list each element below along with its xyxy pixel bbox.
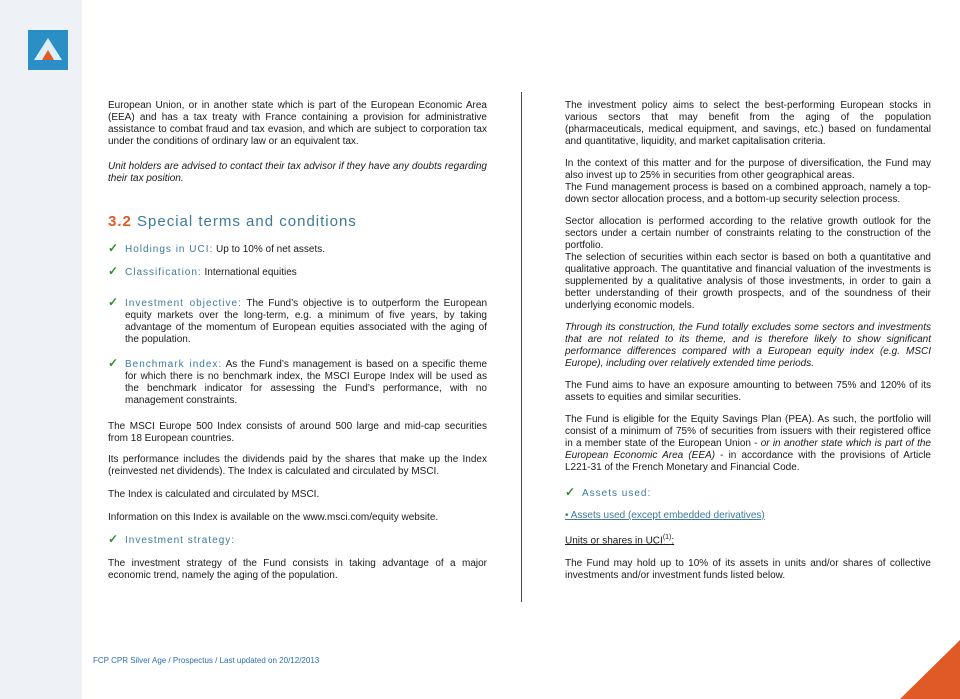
pea-text-end: - in accordance with the provisions of Article L221-31 of the French Monetary and Financial Code.: [565, 450, 931, 473]
paragraph: Sector allocation is performed according to the relative growth outlook for the sectors under a certain number of constraints relating to the construction of the portfolio.: [565, 216, 931, 251]
right-column: [565, 100, 931, 582]
strategy-item: [108, 532, 487, 547]
holdings-item: [108, 241, 487, 256]
pea-text: The Fund is eligible for the Equity Savings Plan (PEA). As such, the portfolio will consist of a minimum of 75% of securities from issuers with their registered office in a member state of the European Union -: [565, 414, 931, 449]
classification-item: [108, 264, 487, 279]
objective-item: [108, 295, 487, 346]
holdings-text: Up to 10% of net assets.: [213, 244, 325, 255]
checkmark-icon: ✓: [108, 356, 119, 370]
assets-subheading: • Assets used (except embedded derivatives): [565, 510, 765, 521]
section-heading: [108, 213, 487, 231]
section-title: Special terms and conditions: [131, 213, 357, 230]
paragraph: The Fund aims to have an exposure amounting to between 75% and 120% of its assets to equities and similar securities.: [565, 380, 931, 403]
classification-text: International equities: [201, 267, 297, 278]
tax-advice-note: Unit holders are advised to contact their tax advisor if they have any doubts regarding their tax position.: [108, 161, 487, 184]
checkmark-icon: ✓: [108, 532, 119, 546]
page-corner-triangle: [900, 640, 960, 699]
paragraph: Through its construction, the Fund totally excludes some sectors and investments that are not related to its theme, and is therefore likely to show significant performance differences compared with a European equity index (e.g. MSCI Europe), including over relatively extended time periods.: [565, 322, 931, 369]
paragraph: The investment policy aims to select the best-performing European stocks in various sectors that may benefit from the aging of the population (pharmaceuticals, medical equipment, and savings, etc.) based on fundamental and quantitative, liquidity, and market capitalisation criteria.: [565, 100, 931, 147]
checkmark-icon: ✓: [108, 264, 119, 278]
strategy-label: Investment strategy:: [125, 535, 236, 546]
assets-label: Assets used:: [582, 488, 652, 499]
section-number: 3.2: [108, 213, 132, 230]
benchmark-label: Benchmark index:: [125, 359, 223, 370]
left-column: [108, 100, 487, 582]
paragraph: The Index is calculated and circulated by MSCI.: [108, 489, 320, 500]
page-number: 5: [928, 656, 934, 667]
page-footer: FCP CPR Silver Age / Prospectus / Last updated on 20/12/2013: [93, 656, 320, 665]
logo-icon: [28, 30, 68, 70]
pea-paragraph: [565, 414, 931, 474]
benchmark-text: As the Fund’s management is based on a specific theme for which there is no benchmark index, the MSCI Europe Index will be used as the benchmark indicator for assessing the Fund’s performance, with no management constraints.: [125, 359, 488, 406]
assets-item: [565, 485, 931, 500]
objective-text: The Fund’s objective is to outperform the European equity markets over the long-term, e.g. a minimum of five years, by taking advantage of the momentum of European equities associated with the aging of the population.: [125, 298, 487, 345]
units-subheading: [565, 532, 931, 547]
checkmark-icon: ✓: [565, 485, 576, 499]
checkmark-icon: ✓: [108, 241, 119, 255]
paragraph: The MSCI Europe 500 Index consists of around 500 large and mid-cap securities from 18 European countries.: [108, 421, 487, 444]
column-divider: [521, 92, 522, 602]
paragraph: In the context of this matter and for the purpose of diversification, the Fund may also invest up to 25% in securities from other geographical areas.: [565, 158, 931, 181]
classification-label: Classification:: [125, 267, 202, 278]
paragraph: The selection of securities within each sector is based on both a quantitative and qualitative approach. The quantitative and financial valuation of the investments is supplemented by a qualitative analysis of those investments, in order to gain a better understanding of their growth prospects, and of the soundness of their underlying economic models.: [565, 252, 931, 311]
pea-italic-text: or in another state which is part of the European Economic Area (EEA): [565, 438, 931, 461]
sidebar-band: [0, 0, 82, 699]
units-colon: :: [671, 535, 675, 547]
checkmark-icon: ✓: [108, 295, 119, 309]
units-label: Units or shares in UCI: [565, 535, 663, 547]
holdings-label: Holdings in UCI:: [125, 244, 214, 255]
paragraph: Information on this Index is available on the www.msci.com/equity website.: [108, 512, 439, 523]
paragraph: Its performance includes the dividends paid by the shares that make up the Index (reinvested net dividends). The Index is calculated and circulated by MSCI.: [108, 454, 487, 477]
paragraph: European Union, or in another state which is part of the European Economic Area (EEA) and has a tax treaty with France containing a provision for administrative assistance to combat fraud and tax evasion, and which are subject to corporation tax under the conditions of ordinary law or an equivalent tax.: [108, 100, 487, 147]
benchmark-item: [108, 356, 488, 407]
objective-label: Investment objective:: [125, 298, 242, 309]
paragraph: The investment strategy of the Fund consists in taking advantage of a major economic trend, namely the aging of the population.: [108, 558, 487, 581]
paragraph: The Fund management process is based on a combined approach, namely a top-down sector allocation process, and a bottom-up security selection process.: [565, 182, 931, 205]
footnote-ref: (1): [662, 534, 672, 541]
paragraph: The Fund may hold up to 10% of its assets in units and/or shares of collective investments and/or investment funds listed below.: [565, 558, 931, 582]
